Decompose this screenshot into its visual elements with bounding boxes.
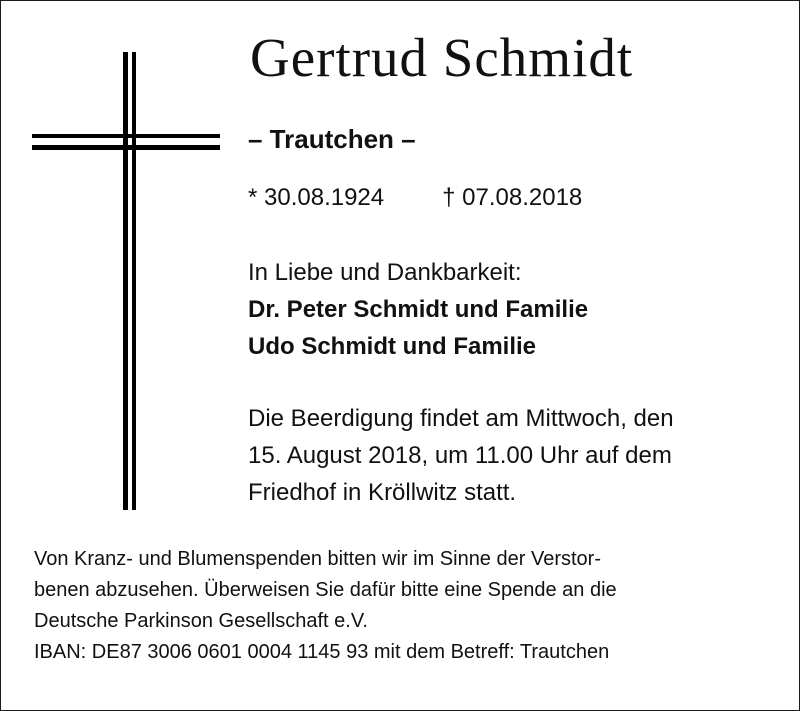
mourners-intro: In Liebe und Dankbarkeit: <box>248 259 522 286</box>
birth-date: * 30.08.1924 <box>248 184 385 211</box>
funeral-line: Friedhof in Kröllwitz statt. <box>248 479 517 506</box>
donation-line: benen abzusehen. Überweisen Sie dafür bitte eine Spende an die <box>34 579 617 601</box>
donation-line: Von Kranz- und Blumenspenden bitten wir im Sinne der Verstor- <box>34 548 601 570</box>
cross-icon <box>0 0 240 520</box>
funeral-info <box>248 400 674 511</box>
donation-note <box>34 544 617 668</box>
donation-line: Deutsche Parkinson Gesellschaft e.V. <box>34 610 368 632</box>
funeral-line: 15. August 2018, um 11.00 Uhr auf dem <box>248 442 672 469</box>
iban-line: IBAN: DE87 3006 0601 0004 1145 93 mit dem Betreff: Trautchen <box>34 641 610 663</box>
life-dates <box>248 186 582 210</box>
mourner-family: Udo Schmidt und Familie <box>248 333 537 360</box>
death-date: † 07.08.2018 <box>442 184 583 211</box>
deceased-nickname: – Trautchen – <box>248 124 416 154</box>
funeral-line: Die Beerdigung findet am Mittwoch, den <box>248 405 674 432</box>
mourner-family: Dr. Peter Schmidt und Familie <box>248 296 589 323</box>
deceased-name: Gertrud Schmidt <box>250 27 634 88</box>
mourners-block <box>248 254 588 365</box>
